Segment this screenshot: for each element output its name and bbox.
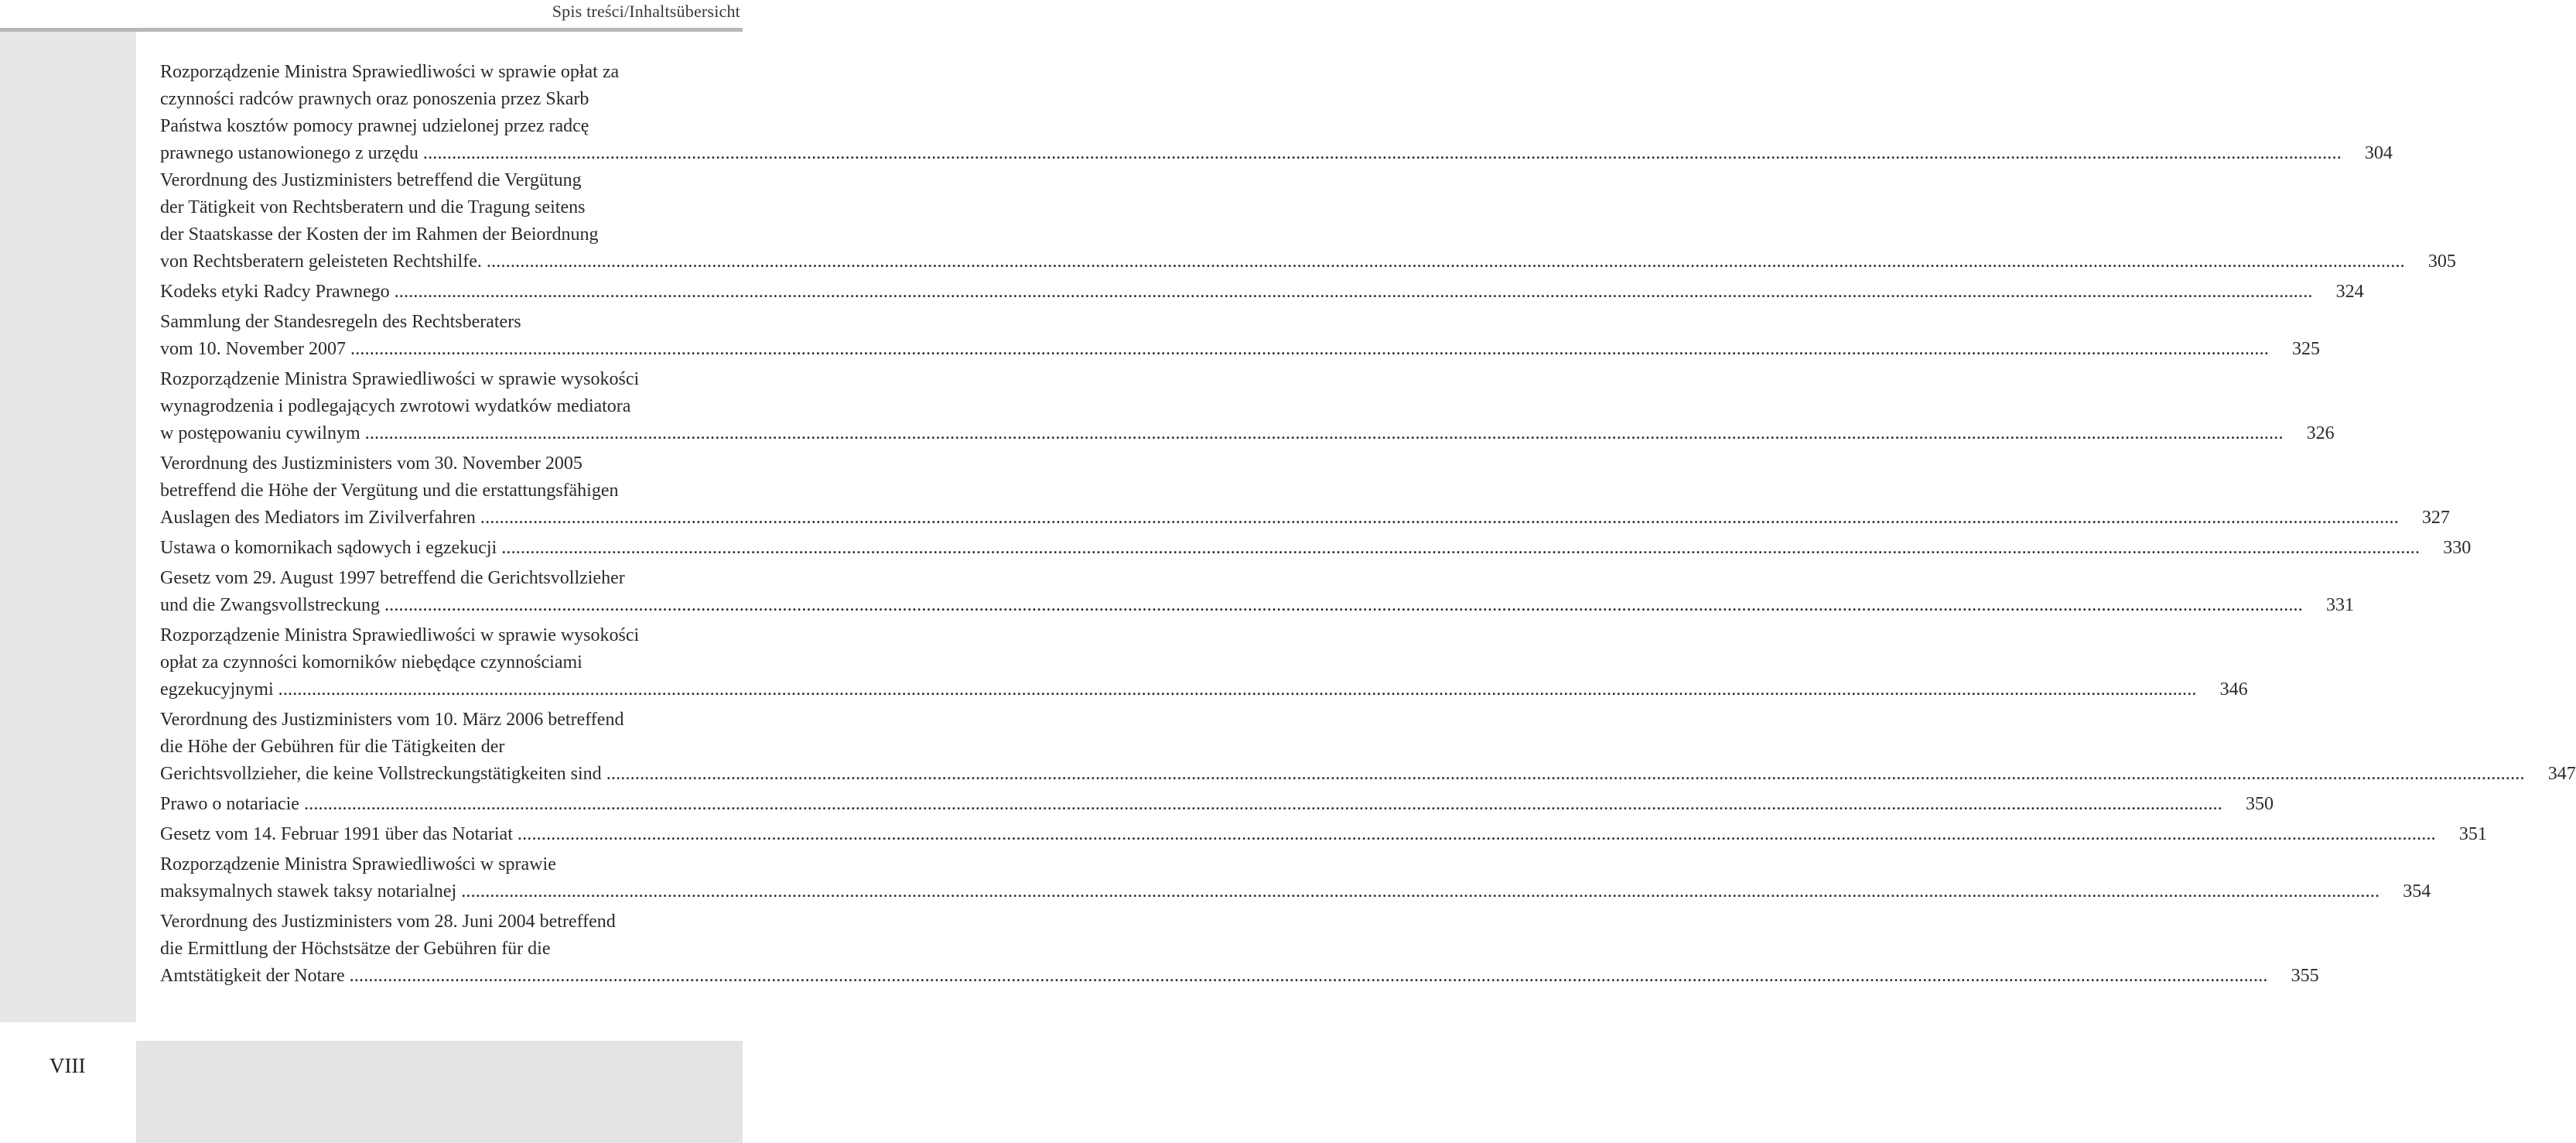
toc-entry[interactable]: [160, 366, 2335, 447]
dot-leader: ................................................................................................................................................................................................................................................................................................................................................................................................................: [422, 143, 2342, 163]
dot-leader: ................................................................................................................................................................................................................................................................................................................................................................................................................: [480, 508, 2399, 528]
toc-entry-line: prawnego ustanowionego z urzędu: [160, 143, 419, 163]
toc-entry-line: die Höhe der Gebühren für die Tätigkeiten der: [160, 737, 505, 757]
dot-leader: ................................................................................................................................................................................................................................................................................................................................................................................................................: [384, 595, 2303, 615]
toc-page-number: 326: [2306, 423, 2335, 443]
toc-entry[interactable]: [160, 565, 2354, 619]
dot-leader: ................................................................................................................................................................................................................................................................................................................................................................................................................: [394, 282, 2313, 302]
band-cutout: [0, 1022, 136, 1143]
running-header: Spis treści/Inhaltsübersicht: [552, 2, 740, 21]
toc-page-number: 325: [2291, 339, 2320, 359]
toc-entry-line: Verordnung des Justizministers vom 10. März 2006 betreffend: [160, 710, 624, 730]
toc-entry[interactable]: [160, 59, 2393, 167]
toc-entry-last-line: [160, 248, 2456, 275]
dot-leader: ................................................................................................................................................................................................................................................................................................................................................................................................................: [364, 423, 2284, 443]
toc-entry-line: Verordnung des Justizministers betreffend die Vergütung: [160, 170, 582, 190]
toc-entry-line: Gesetz vom 29. August 1997 betreffend die Gerichtsvollzieher: [160, 568, 625, 588]
dot-leader: ................................................................................................................................................................................................................................................................................................................................................................................................................: [486, 252, 2405, 272]
toc-entry-line: der Tätigkeit von Rechtsberatern und die Tragung seitens: [160, 197, 586, 217]
toc-entry-line: Gesetz vom 14. Februar 1991 über das Notariat: [160, 824, 513, 844]
dot-leader: ................................................................................................................................................................................................................................................................................................................................................................................................................: [517, 824, 2436, 844]
toc-entry-line: Rozporządzenie Ministra Sprawiedliwości w sprawie wysokości: [160, 369, 640, 389]
dot-leader: ................................................................................................................................................................................................................................................................................................................................................................................................................: [278, 679, 2197, 700]
bottom-band: [136, 1041, 743, 1143]
toc-entry-last-line: [160, 140, 2393, 167]
toc-page-number: 347: [2547, 764, 2576, 784]
toc-entry-last-line: [160, 336, 2320, 363]
toc-entry-last-line: [160, 592, 2354, 619]
toc-page-number: 305: [2427, 252, 2456, 272]
toc-entry-line: czynności radców prawnych oraz ponoszenia przez Skarb: [160, 89, 589, 109]
toc-entry[interactable]: [160, 167, 2456, 275]
toc-entry-last-line: [160, 761, 2576, 788]
toc-entry-line: egzekucyjnymi: [160, 679, 274, 700]
toc-entry-line: Rozporządzenie Ministra Sprawiedliwości w sprawie: [160, 854, 556, 874]
toc-entry[interactable]: [160, 791, 2274, 818]
toc-page-number: 354: [2403, 881, 2431, 902]
toc-page-number: 346: [2219, 679, 2248, 700]
toc-entry-line: Auslagen des Mediators im Zivilverfahren: [160, 508, 476, 528]
toc-entry-line: betreffend die Höhe der Vergütung und die erstattungsfähigen: [160, 481, 619, 501]
toc-entry-line: maksymalnych stawek taksy notarialnej: [160, 881, 457, 902]
side-band: [0, 32, 136, 1143]
page-number: VIII: [50, 1054, 86, 1077]
toc-entry-line: Verordnung des Justizministers vom 30. November 2005: [160, 453, 583, 474]
toc-page-number: 331: [2325, 595, 2354, 615]
toc-entry-line: und die Zwangsvollstreckung: [160, 595, 380, 615]
toc-entry-line: Sammlung der Standesregeln des Rechtsberaters: [160, 312, 521, 332]
toc-entry-line: opłat za czynności komorników niebędące czynnościami: [160, 652, 583, 672]
dot-leader: ................................................................................................................................................................................................................................................................................................................................................................................................................: [350, 339, 2269, 359]
toc-entry-line: die Ermittlung der Höchstsätze der Gebühren für die: [160, 939, 551, 959]
toc-entry-last-line: [160, 676, 2248, 703]
toc-page-number: 304: [2364, 143, 2393, 163]
toc-entry[interactable]: [160, 279, 2364, 306]
toc-page-number: 330: [2443, 538, 2472, 558]
toc-entry-line: vom 10. November 2007: [160, 339, 346, 359]
toc-entry-last-line: [160, 420, 2335, 447]
toc-entry-line: Prawo o notariacie: [160, 794, 299, 814]
toc-entry-last-line: [160, 535, 2472, 562]
toc-entry-last-line: [160, 505, 2450, 532]
toc-entry-line: Kodeks etyki Radcy Prawnego: [160, 282, 390, 302]
toc-entry[interactable]: [160, 909, 2319, 990]
dot-leader: ................................................................................................................................................................................................................................................................................................................................................................................................................: [349, 966, 2268, 986]
toc-entry-line: wynagrodzenia i podlegających zwrotowi wydatków mediatora: [160, 396, 631, 416]
toc-entry[interactable]: [160, 851, 2431, 905]
toc-page-number: 350: [2245, 794, 2274, 814]
dot-leader: ................................................................................................................................................................................................................................................................................................................................................................................................................: [461, 881, 2380, 902]
toc-entry-last-line: [160, 963, 2319, 990]
toc-page-number: 355: [2291, 966, 2319, 986]
toc-entry[interactable]: [160, 821, 2487, 848]
dot-leader: ................................................................................................................................................................................................................................................................................................................................................................................................................: [501, 538, 2421, 558]
table-of-contents: [160, 59, 2576, 993]
toc-entry-line: von Rechtsberatern geleisteten Rechtshilfe.: [160, 252, 482, 272]
toc-entry-line: Rozporządzenie Ministra Sprawiedliwości w sprawie opłat za: [160, 62, 620, 82]
toc-entry-line: Rozporządzenie Ministra Sprawiedliwości w sprawie wysokości: [160, 625, 640, 645]
toc-entry-last-line: [160, 821, 2487, 848]
toc-entry-last-line: [160, 279, 2364, 306]
toc-entry-line: w postępowaniu cywilnym: [160, 423, 360, 443]
toc-page-number: 327: [2421, 508, 2450, 528]
toc-entry-line: Amtstätigkeit der Notare: [160, 966, 345, 986]
toc-entry-last-line: [160, 791, 2274, 818]
toc-page-number: 351: [2458, 824, 2487, 844]
toc-entry-line: Państwa kosztów pomocy prawnej udzielonej przez radcę: [160, 116, 589, 136]
toc-entry-line: der Staatskasse der Kosten der im Rahmen der Beiordnung: [160, 224, 599, 245]
toc-entry[interactable]: [160, 707, 2576, 788]
toc-entry[interactable]: [160, 622, 2248, 703]
toc-entry[interactable]: [160, 309, 2320, 363]
toc-entry[interactable]: [160, 535, 2472, 562]
toc-entry-line: Verordnung des Justizministers vom 28. Juni 2004 betreffend: [160, 912, 616, 932]
dot-leader: ................................................................................................................................................................................................................................................................................................................................................................................................................: [606, 764, 2525, 784]
toc-entry-line: Ustawa o komornikach sądowych i egzekucji: [160, 538, 497, 558]
toc-page-number: 324: [2335, 282, 2364, 302]
dot-leader: ................................................................................................................................................................................................................................................................................................................................................................................................................: [303, 794, 2222, 814]
toc-entry-line: Gerichtsvollzieher, die keine Vollstreckungstätigkeiten sind: [160, 764, 602, 784]
toc-entry[interactable]: [160, 450, 2450, 532]
toc-entry-last-line: [160, 878, 2431, 905]
